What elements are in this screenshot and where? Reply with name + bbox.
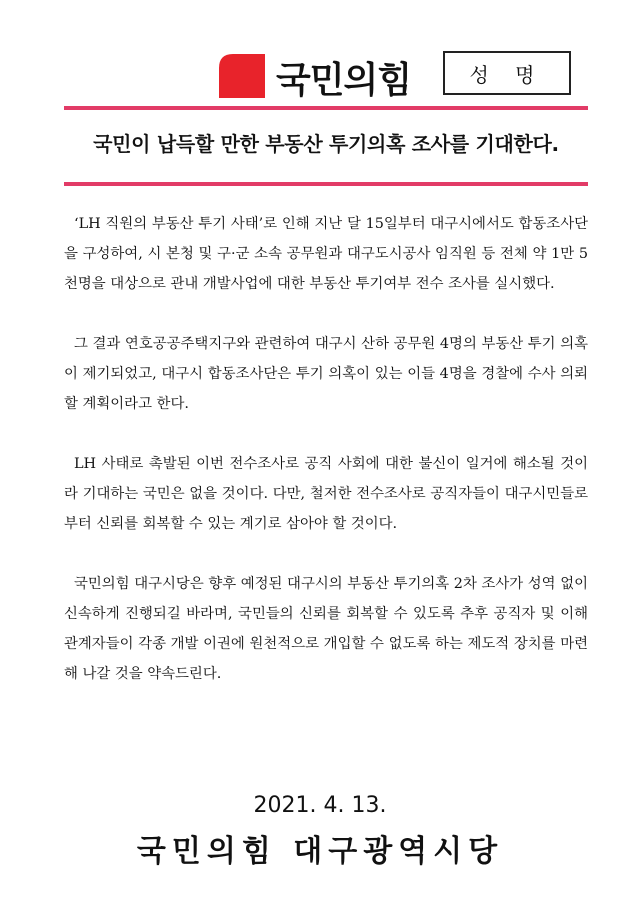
- page-title: 국민이 납득할 만한 부동산 투기의혹 조사를 기대한다.: [93, 132, 559, 156]
- paragraph: ‘LH 직원의 부동산 투기 사태’로 인해 지난 달 15일부터 대구시에서도 합동조사단을 구성하여, 시 본청 및 구·군 소속 공무원과 대구도시공사 임직원 등 전체 약 1만 5천명을 대상으로 관내 개발사업에 대한 부동산 투기여부 전수 조사를 실시했다.: [64, 216, 588, 292]
- bottom-divider: [64, 182, 588, 186]
- letterhead: [0, 0, 640, 110]
- paragraph: 그 결과 연호공공주택지구와 관련하여 대구시 산하 공무원 4명의 부동산 투기 의혹이 제기되었고, 대구시 합동조사단은 투기 의혹이 있는 이들 4명을 경찰에 수사 의뢰할 계획이라고 한다.: [64, 336, 588, 412]
- organization-name: 국민의힘 대구광역시당: [136, 834, 504, 869]
- statement-body: [64, 209, 588, 719]
- paragraph: LH 사태로 촉발된 이번 전수조사로 공직 사회에 대한 불신이 일거에 해소될 것이라 기대하는 국민은 없을 것이다. 다만, 철저한 전수조사로 공직자들이 대구시민들로부터 신뢰를 회복할 수 있는 계기로 삼아야 할 것이다.: [64, 456, 588, 532]
- statement-label: 성 명: [443, 51, 571, 95]
- paragraph: 국민의힘 대구시당은 향후 예정된 대구시의 부동산 투기의혹 2차 조사가 성역 없이 신속하게 진행되길 바라며, 국민들의 신뢰를 회복할 수 있도록 추후 공직자 및 이해 관계자들이 각종 개발 이권에 원천적으로 개입할 수 없도록 하는 제도적 장치를 마련해 나갈 것을 약속드린다.: [64, 576, 588, 682]
- party-logo-text: 국민의힘: [276, 60, 412, 101]
- top-divider: [64, 106, 588, 110]
- party-logo-icon: [219, 54, 265, 98]
- statement-date: 2021. 4. 13.: [253, 793, 387, 818]
